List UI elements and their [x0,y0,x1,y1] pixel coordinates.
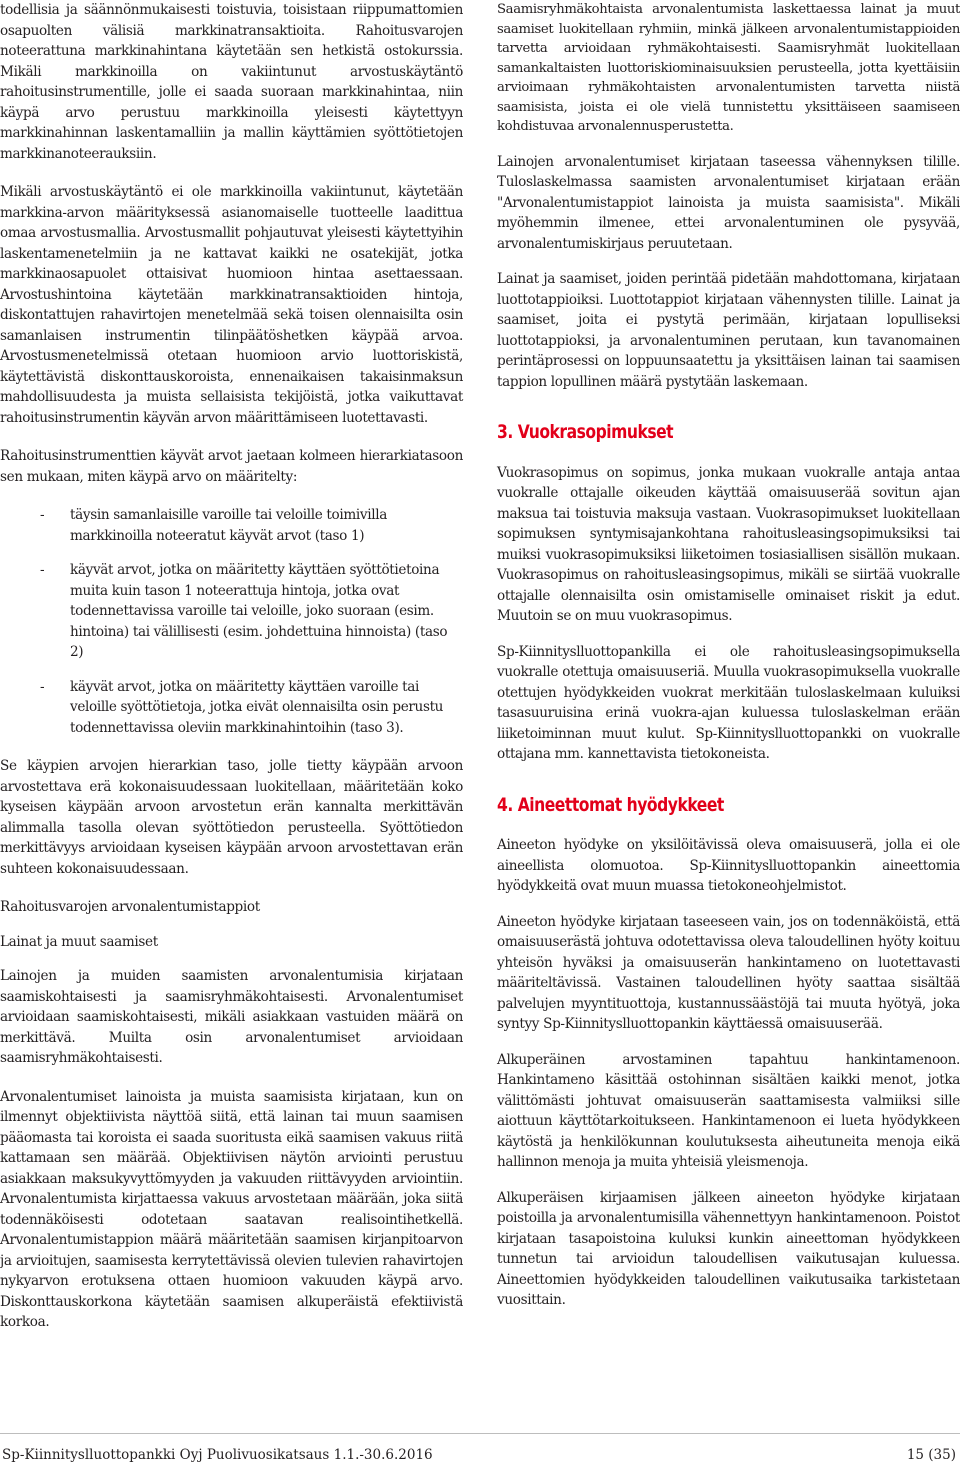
paragraph: Lainojen arvonalentumiset kirjataan taseessa vähennyksen tilille. Tuloslaskelmassa saamisten arvonalentumiset kirjataan erään "Arvonalentumistappiot lainoista ja muista saamisista". Mikäli myöhemmin ilmenee, ettei arvonalentuminen ole pysyvää, arvonalentumiskirjaus peruutetaan. [497,153,960,252]
paragraph: todellisia ja säännönmukaisesti toistuvia, toisistaan riippumattomien osapuolten välisiä markkinatransaktioita. Rahoitusvarojen noteerattuna markkinahintana käytetään sen hetkistä ostokurssia. Mikäli markkinoilla on vakiintunut arvostuskäytäntö rahoitusinstrumentille, jolle ei saada suoraan markkinahintaa, niin käypä arvo perustuu markkinoilla yleisesti käytettyyn markkinahinnan laskentamalliin ja mallin käyttämien syöttötietojen markkinanoteerauksiin. [0,2,463,162]
dash-bullet: - [40,562,45,578]
paragraph: Saamisryhmäkohtaista arvonalentumista laskettaessa lainat ja muut saamiset luokitellaan ryhmiin, minkä jälkeen arvonalentumistappioiden tarvetta arvioidaan ryhmäkohtaisesti. Saamisryhmät luokitellaan samankaltaisten luottoriskiominaisuuksien perusteella, jotta kyettäisiin arvioimaan ryhmäkohtaisten arvonalentumisten tarvetta niistä saamisista, joista ei ole vielä tunnistettu yksittäiseen saamiseen kohdistuvaa arvonalennusperustetta. [497,2,960,134]
paragraph: Mikäli arvostuskäytäntö ei ole markkinoilla vakiintunut, käytetään markkina-arvon määrityksessä asianomaiselle tuotteelle laadittua omaa arvostusmallia. Arvostusmallit pohjautuvat yleisesti käytettyihin laskentamenetelmiin ja ne kattavat kaikki ne osatekijät, jotka markkinaosapuolet ottaisivat huomioon hintaa asettaessaan. Arvostushintoina käytetään markkinatransaktioiden hintoja, diskontattujen rahavirtojen menetelmää sekä toisen olennaisilta osin samanlaisen instrumentin tilinpäätöshetken käypää arvoa. Arvostusmenetelmissä otetaan huomioon arvio luottoriskistä, käytettävistä diskonttauskoroista, ennenaikaisen takaisinmaksun mahdollisuudesta ja muista sellaisista tekijöistä, jotka vaikuttavat rahoitusinstrumentin käyvän arvon määrittämiseen luotettavasti. [0,184,463,426]
list-item-text: käyvät arvot, jotka on määritetty käyttäen syöttötietoina muita kuin tason 1 noteerattuja hintoja, jotka ovat todennettavissa varoille tai veloille, joko suoraan (esim. hintoina) tai välillisesti (esim. johdettuina hinnoista) (taso 2) [70,562,448,660]
fair-value-hierarchy-list [0,505,463,738]
paragraph: Sp-Kiinnityslluottopankilla ei ole rahoitusleasingsopimuksella vuokralle otettuja omaisuuseriä. Muulla vuokrasopimuksella vuokralle otettujen hyödykkeiden vuokrat merkitään tuloslaskelmaan kuluiksi tasasuuruisina erinä vuokra-ajan kuluessa tuloslaskelman erään liiketoiminnan muut kulut. Sp-Kiinnityslluottopankki on vuokralle ottajana mm. kannettavista tietokoneista. [497,643,960,762]
right-column [497,0,960,1326]
dash-bullet: - [40,678,45,695]
list-item-text: käyvät arvot, jotka on määritetty käyttäen varoille tai veloille syöttötietoja, jotka eivät olennaisilta osin perustu todennettavissa oleviin markkinahintoihin (taso 3). [70,678,444,736]
paragraph: Se käypien arvojen hierarkian taso, jolle tietty käypään arvoon arvostettava erä kokonaisuudessaan luokitellaan, määritetään koko kyseisen käypään arvoon arvostetun erän kannalta merkittävän alimmalla tasolla olevan syöttötiedon perusteella. Syöttötiedon merkittävyys arvioidaan kyseisen käypään arvoon arvostettavan erän suhteen kokonaisuudessaan. [0,758,463,877]
paragraph: Aineeton hyödyke on yksilöitävissä oleva omaisuuserä, jolla ei ole aineellista olomuotoa. Sp-Kiinnityslluottopankin aineettomia hyödykkeitä ovat muun muassa tietokoneohjelmistot. [497,837,960,894]
footer-title: Sp-Kiinnityslluottopankki Oyj Puolivuosikatsaus 1.1.-30.6.2016 [2,1447,433,1463]
section-heading: 3. Vuokrasopimukset [497,421,674,443]
dash-bullet: - [40,507,45,523]
paragraph: Alkuperäinen arvostaminen tapahtuu hankintamenoon. Hankintameno käsittää ostohinnan sisältäen kaikki menot, jotka välittömästi johtuvat omaisuuserän saattamisesta valmiiksi sille aiottuun käyttötarkoitukseen. Hankintamenoon ei lueta hyödykkeen käytöstä ja henkilökunnan koulutuksesta aiheutuneita menoja eikä hallinnon menoja ja muita yhteisiä yleismenoja. [497,1051,960,1170]
paragraph: Vuokrasopimus on sopimus, jonka mukaan vuokralle antaja antaa vuokralle ottajalle oikeuden käyttää omaisuuserää sovitun ajan maksua tai toistuvia maksuja vastaan. Vuokrasopimukset luokitellaan sopimuksen syntymisajankohtana rahoitusleasingsopimuksiksi tai muiksi vuokrasopimuksiksi liiketoimen tosiasiallisen sisällön mukaan. Vuokrasopimus on rahoitusleasingsopimus, mikäli se siirtää vuokralle ottajalle olennaisilta osin omistamiselle ominaiset riskit ja edut. Muutoin se on muu vuokrasopimus. [497,464,960,624]
left-column [0,0,463,1351]
section-subheading: Lainat ja muut saamiset [0,933,158,950]
page-number: 15 (35) [906,1447,956,1463]
paragraph: Rahoitusinstrumenttien käyvät arvot jaetaan kolmeen hierarkiatasoon sen mukaan, miten käypä arvo on määritelty: [0,448,463,485]
section-heading: 4. Aineettomat hyödykkeet [497,793,724,816]
paragraph: Lainojen ja muiden saamisten arvonalentumisia kirjataan saamiskohtaisesti ja saamisryhmäkohtaisesti. Arvonalentumiset arvioidaan saamiskohtaisesti, mikäli asiakkaan vastuiden määrä on merkittävä. Muilta osin arvonalentumiset arvioidaan saamisryhmäkohtaisesti. [0,968,463,1066]
section-subheading: Rahoitusvarojen arvonalentumistappiot [0,899,260,915]
list-item [0,560,463,663]
paragraph: Lainat ja saamiset, joiden perintää pidetään mahdottomana, kirjataan luottotappioiksi. Luottotappiot kirjataan vähennysten tilille. Lainat ja saamiset, joita ei pystytä perimään, kirjataan lopulliseksi luottotappioksi, ja arvonalentuminen perutaan, kun tavanomainen perintäprosessi on loppuunsaatettu ja yksittäisen lainan tai saamisen tappion lopullinen määrä pystytään laskemaan. [497,271,960,390]
list-item-text: täysin samanlaisille varoille tai veloille toimivilla markkinoilla noteeratut käyvät arvot (taso 1) [70,507,387,544]
paragraph: Aineeton hyödyke kirjataan taseeseen vain, jos on todennäköistä, että omaisuuserästä johtuva odotettavissa oleva taloudellinen hyöty koituu yhteisön hyväksi ja omaisuuserän hankintameno on luotettavasti määriteltävissä. Vastainen taloudellinen hyöty saattaa sisältää palvelujen myyntituottoja, kustannussäästöjä tai muuta hyötyä, joka syntyy Sp-Kiinnityslluottopankin käyttäessä omaisuuserää. [497,913,960,1032]
list-item [0,677,463,739]
footer-divider [0,1433,960,1434]
list-item [0,505,463,546]
page-footer [2,1444,956,1466]
paragraph: Arvonalentumiset lainoista ja muista saamisista kirjataan, kun on ilmennyt objektiivista näyttöä siitä, että lainan tai muun saamisen pääomasta tai koroista ei saada suoritusta eikä saamisen vakuus riitä kattamaan sen määrää. Objektiivisen näytön arviointi perustuu asiakkaan maksukyvyttömyyden ja vakuuden riittävyyden arviointiin. Arvonalentumista kirjattaessa vakuus arvostetaan määrään, joka siitä todennäköisesti odotetaan saatavan realisointihetkellä. Arvonalentumistappion määrä määritetään saamisen kirjanpitoarvon ja arvioitujen, saamisesta kerrytettävissä olevien tulevien rahavirtojen nykyarvon erotuksena ottaen huomioon vakuuden käypä arvo. Diskonttauskorkona käytetään saamisen alkuperäistä efektiivistä korkoa. [0,1088,463,1330]
paragraph: Alkuperäisen kirjaamisen jälkeen aineeton hyödyke kirjataan poistoilla ja arvonalentumisilla vähennettyyn hankintamenoon. Poistot kirjataan tasapoistoina kuluksi kunkin aineettoman hyödykkeen tunnetun tai arvioidun taloudellisen vaikutusajan kuluessa. Aineettomien hyödykkeiden taloudellinen vaikutusaika tarkistetaan vuosittain. [497,1189,960,1308]
